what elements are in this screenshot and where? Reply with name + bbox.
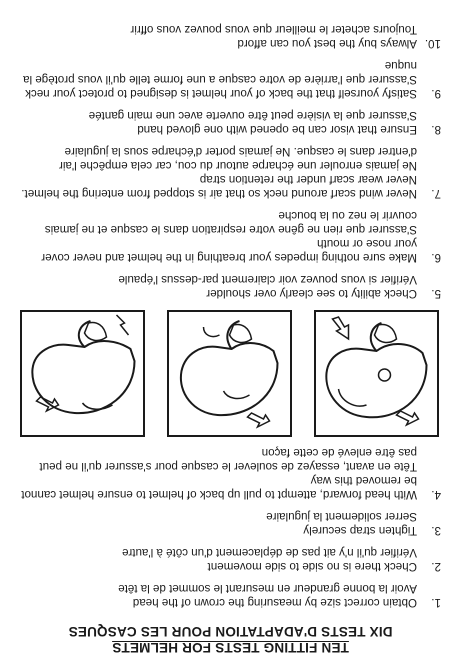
item-text-french: Vérifier qu'il n'y ait pas de déplacement d'un côté à l'autre	[121, 546, 417, 559]
illustration-row	[20, 310, 439, 437]
item-number: 3.	[431, 524, 441, 537]
item-text-french: Tête en avant, essayez de soulever le casque pour s'assurer qu'il ne peut pas être enlevé de cette façon	[39, 446, 417, 473]
item-number: 5.	[431, 287, 441, 300]
list-item	[20, 58, 441, 100]
item-text-french: S'assurer que rien ne gêne votre respiration dans le casque et ne jamais couvrir le nez ou la bouche	[44, 209, 417, 236]
helmet-pull-icon	[22, 312, 143, 435]
list-item	[20, 108, 441, 136]
item-text-french: S'assurer que l'arrière de votre casque a une forme telle qu'il vous protège la nuque	[23, 59, 417, 86]
helmet-pull-icon	[169, 312, 290, 435]
item-text-french: Ne jamais enrouler une écharpe autour du cou, car cela empêche l'air d'entrer dans le casque. Ne jamais porter d'écharpe sous la jugulaire	[59, 145, 417, 172]
item-text-english: Tighten strap securely	[303, 524, 417, 537]
item-text-english: Check there is no side to side movement	[207, 560, 417, 573]
list-item	[20, 445, 441, 501]
list-item	[20, 581, 441, 609]
helmet-pull-illustration	[20, 310, 145, 437]
helmet-pull-illustration	[167, 310, 292, 437]
title-block	[20, 623, 441, 655]
item-text-english: Always buy the best you can afford	[237, 37, 417, 50]
list-item	[20, 144, 441, 200]
list-item	[20, 509, 441, 537]
item-text-french: S'assurer que la visière peut être ouverte avec une main gantée	[88, 109, 417, 122]
item-text-english: With head forward, attempt to pull up back of helmet to ensure helmet cannot be removed this way	[21, 474, 417, 501]
item-text-french: Toujours acheter le meilleur que vous pouvez vous offrir	[130, 23, 417, 36]
helmet-pull-icon	[316, 312, 437, 435]
item-number: 9.	[431, 87, 441, 100]
item-text-french: Vérifier si vous pouvez voir clairement par-dessus l'épaule	[118, 273, 417, 286]
list-item	[20, 272, 441, 300]
item-text-english: Ensure that visor can be opened with one gloved hand	[137, 123, 417, 136]
item-number: 8.	[431, 123, 441, 136]
item-number: 2.	[431, 560, 441, 573]
list-item	[20, 22, 441, 50]
item-text-english: Check ability to see clearly over shoulder	[206, 287, 417, 300]
title-french: DIX TESTS D'ADAPTATION POUR LES CASQUES	[68, 624, 393, 639]
list-item	[20, 208, 441, 264]
helmet-pull-illustration	[314, 310, 439, 437]
item-text-english: Obtain correct size by measuring the crown of the head	[132, 596, 417, 609]
item-number: 7.	[431, 187, 441, 200]
item-text-english: Make sure nothing impedes your breathing in the helmet and never cover your nose or mouth	[41, 237, 417, 264]
list-item	[20, 545, 441, 573]
title-english: TEN FITTING TESTS FOR HELMETS	[112, 640, 349, 655]
item-number: 1.	[431, 596, 441, 609]
item-text-english: Never wind scarf around neck so that air is stopped from entering the helmet. Never wear scarf under the retention strap	[21, 173, 417, 200]
item-number: 10.	[424, 37, 441, 50]
item-text-french: Avoir la bonne grandeur en mesurant le sommet de la tête	[118, 582, 417, 595]
item-text-english: Satisfy yourself that the back of your helmet is designed to protect your neck	[25, 87, 417, 100]
item-number: 6.	[431, 251, 441, 264]
item-number: 4.	[431, 488, 441, 501]
item-text-french: Serrer solidement la jugulaire	[266, 510, 417, 523]
